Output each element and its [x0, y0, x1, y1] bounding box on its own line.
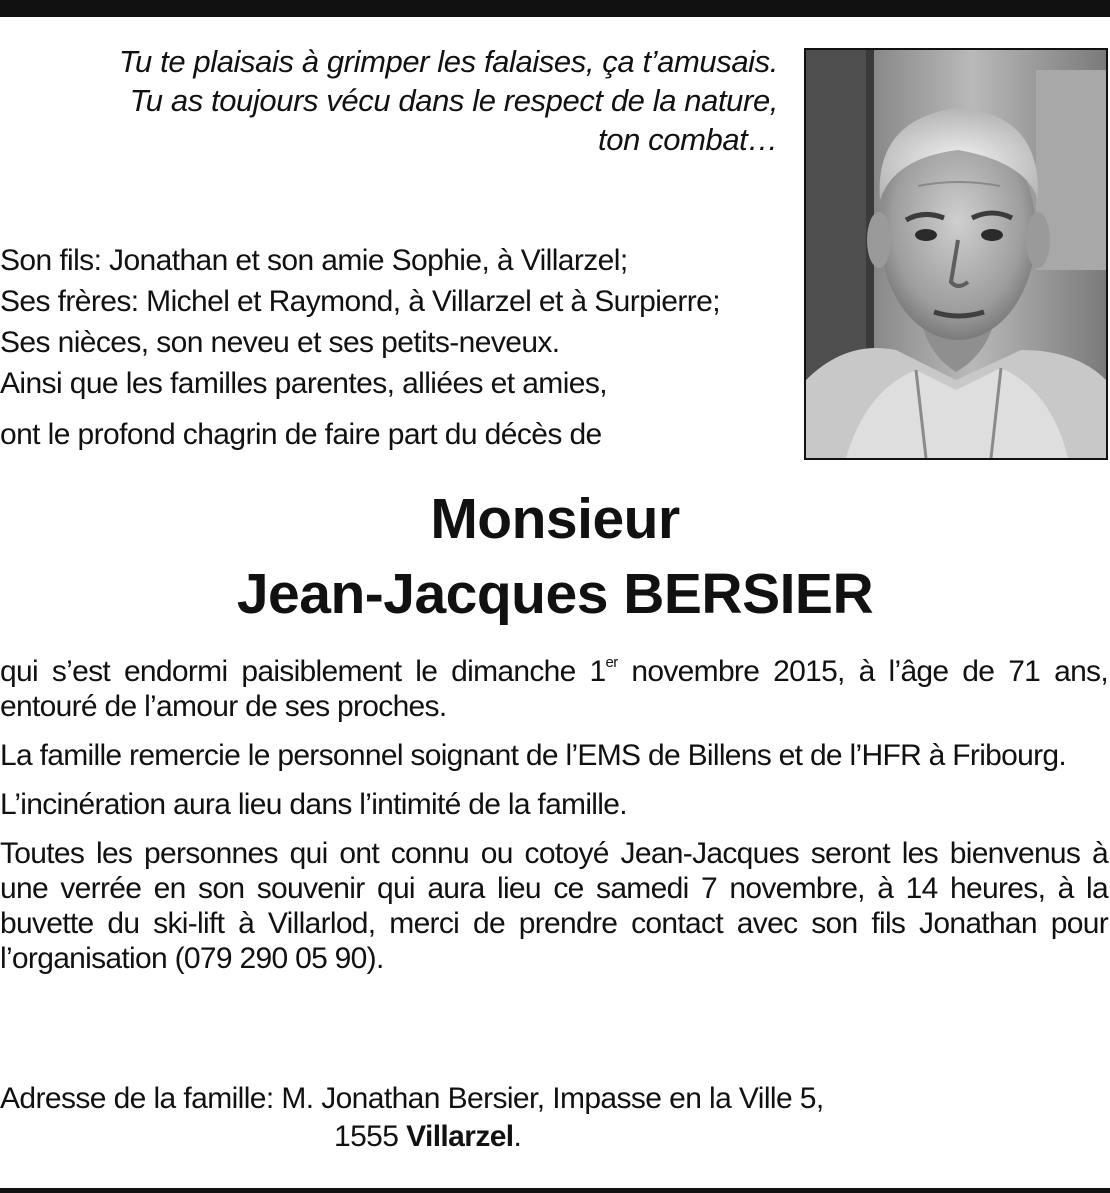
family-line: ont le profond chagrin de faire part du décès de — [0, 418, 602, 451]
gathering-paragraph: Toutes les personnes qui ont connu ou cotoyé Jean-Jacques seront les bienvenus à une verrée en son souvenir qui aura lieu ce samedi 7 novembre, à 14 heures, à la buvette du ski-lift à Villarlod, merci de prendre contact avec son fils Jonathan pour l’organisation (079 290 05 90). — [0, 837, 1108, 975]
family-line: Ainsi que les familles parentes, alliées et amies, — [0, 367, 607, 400]
address-postcode: 1555 — [334, 1120, 399, 1153]
death-paragraph — [0, 654, 1108, 724]
top-rule — [0, 0, 1110, 17]
death-text-end: novembre 2015, à l’âge de 71 ans, entouré de l’amour de ses proches. — [0, 655, 1108, 723]
address-town: Villarzel — [406, 1120, 514, 1153]
family-line: Ses nièces, son neveu et ses petits-neveux. — [0, 326, 560, 359]
address-line: Adresse de la famille: M. Jonathan Bersier, Impasse en la Ville 5, — [0, 1082, 824, 1115]
deceased-heading — [0, 482, 1110, 632]
deceased-name: Jean-Jacques BERSIER — [236, 562, 874, 626]
bottom-rule — [0, 1188, 1110, 1193]
ordinal-suffix: er — [605, 654, 618, 671]
family-line: Ses frères: Michel et Raymond, à Villarzel et à Surpierre; — [0, 285, 720, 318]
poem — [20, 42, 778, 159]
announcement-body — [0, 654, 1108, 990]
portrait-illustration — [806, 50, 1106, 458]
poem-line: ton combat… — [598, 122, 778, 157]
address-period: . — [513, 1120, 522, 1153]
poem-line: Tu te plaisais à grimper les falaises, ça t’amusais. — [118, 44, 778, 79]
poem-line: Tu as toujours vécu dans le respect de la nature, — [129, 83, 778, 118]
deceased-title: Monsieur — [430, 487, 680, 551]
thanks-paragraph: La famille remercie le personnel soignant de l’EMS de Billens et de l’HFR à Fribourg. — [0, 739, 1067, 772]
death-text-start: qui s’est endormi paisiblement le dimanche 1 — [0, 655, 606, 688]
address-town-line — [0, 1118, 1108, 1156]
family-line: Son fils: Jonathan et son amie Sophie, à Villarzel; — [0, 244, 628, 277]
family-address — [0, 1080, 1108, 1156]
family-list — [0, 240, 790, 455]
cremation-paragraph: L’incinération aura lieu dans l’intimité de la famille. — [0, 788, 627, 821]
portrait-photo — [804, 48, 1108, 460]
